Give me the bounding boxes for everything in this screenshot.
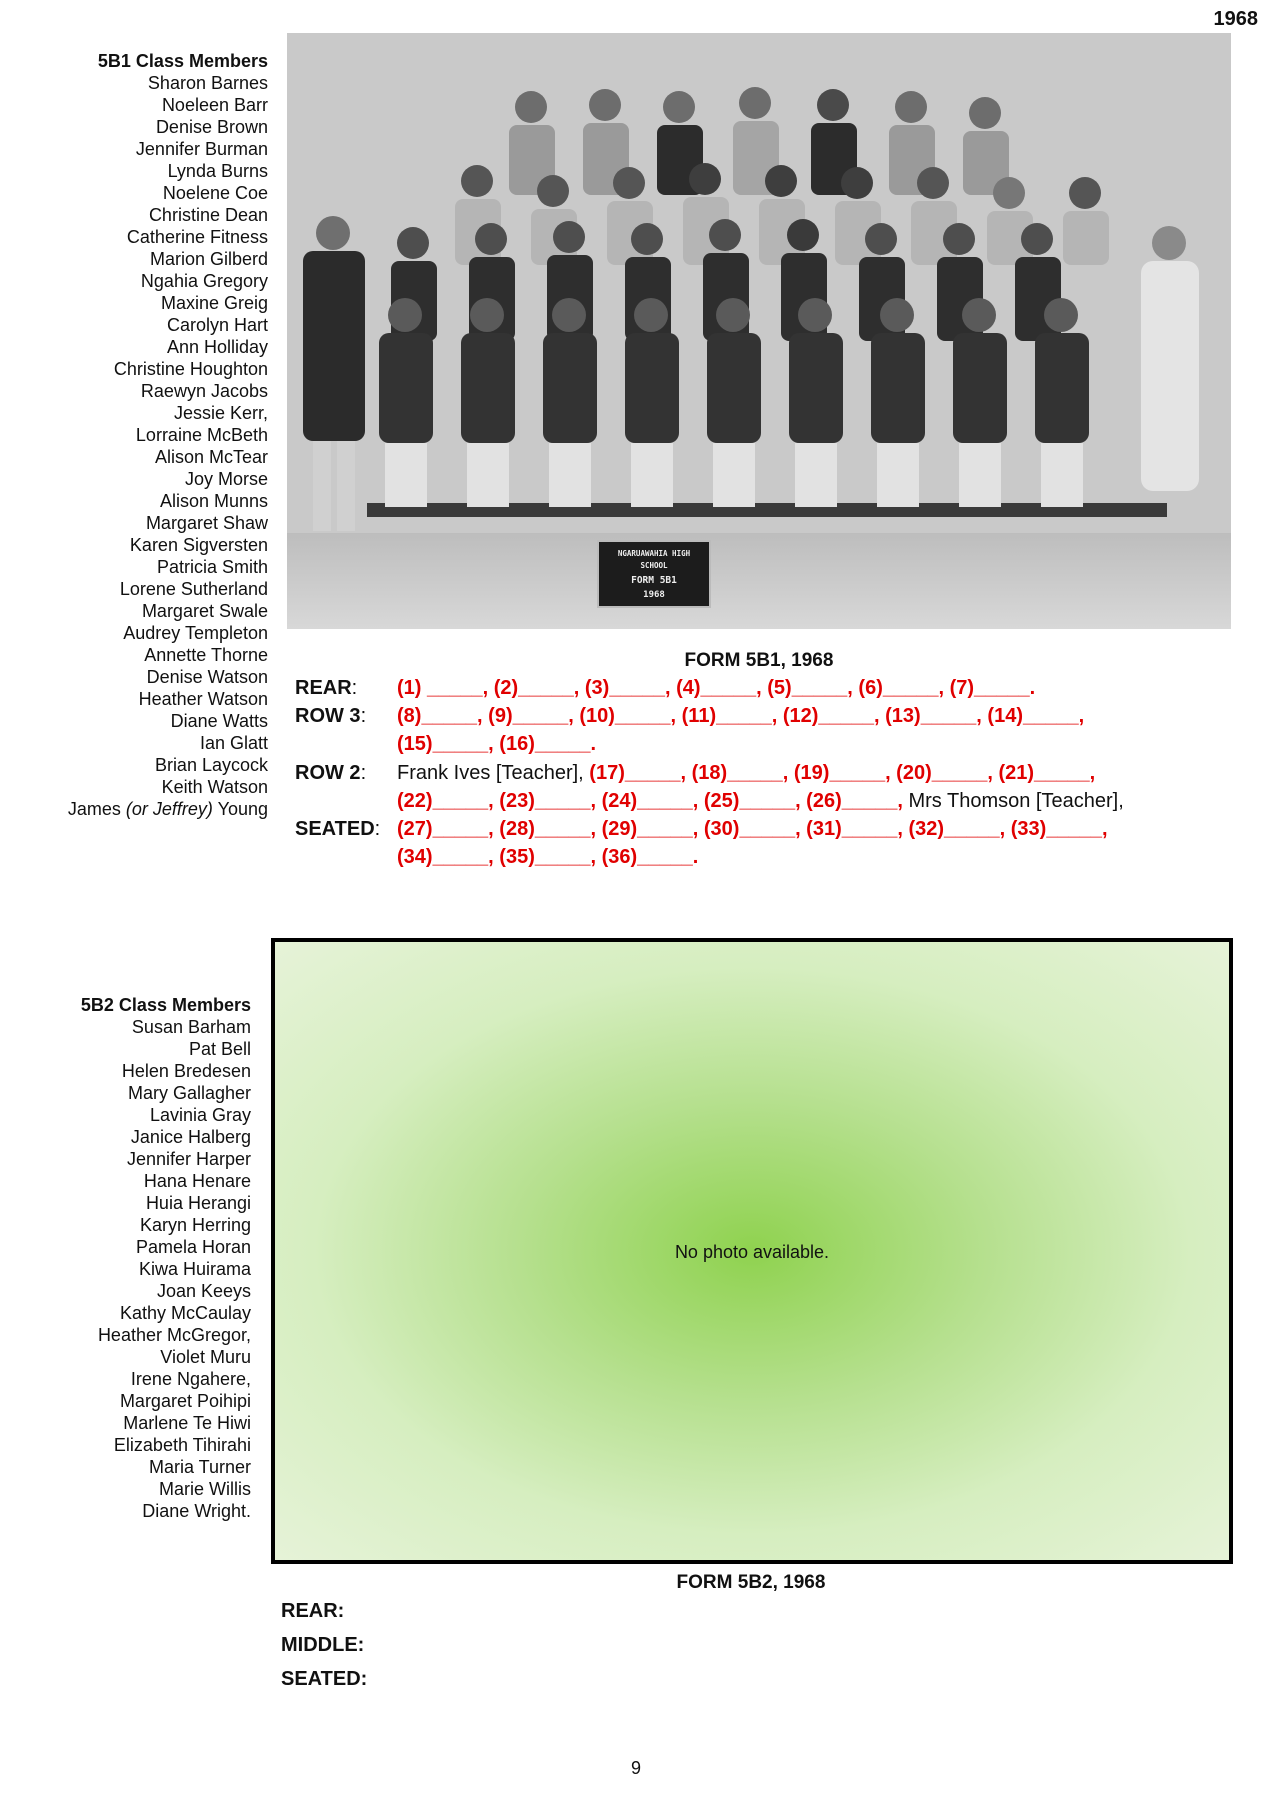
row-identification-5b1: REAR: (1) _____, (2)_____, (3)_____, (4)_____, (5)_____, (6)_____, (7)_____. ROW 3: (8)_____, (9)_____, (10)_____, (11)_____, (12)_____, (13)_____, (14)_____, (15)_____, (16)_____. ROW 2: Frank Ives [Teacher], (17)_____, (18)_____, (19)_____, (20)_____, (21)_____, (22)_____, (23)_____, (24)_____, (25)_____, (26)_____, Mrs Thomson [Teacher], SEATED: (27)_____, (28)_____, (29)_____, (30)_____, (31)_____, (32)_____, (33)_____, (34)_____, (35)_____, (36)_____. (295, 677, 1124, 868)
row2-label: ROW 2 (295, 762, 361, 784)
row-seated-5b2: SEATED: (281, 1668, 368, 1690)
class-photo-5b1 (287, 33, 1231, 629)
row-rear-5b2: REAR: (281, 1600, 345, 1622)
member-name: Joy Morse (184, 469, 268, 489)
member-name: Marie Willis (159, 1479, 251, 1499)
member-name: Pamela Horan (135, 1237, 251, 1257)
row2-positions-line1: (17)_____, (18)_____, (19)_____, (20)_____, (21)_____, (589, 762, 1096, 784)
member-name: Maxine Greig (160, 293, 268, 313)
member-name: Marion Gilberd (149, 249, 268, 269)
member-name: Ann Holliday (166, 337, 268, 357)
members-list-5b1 (0, 50, 268, 820)
member-name: Kiwa Huirama (138, 1259, 251, 1279)
sign-line-2: SCHOOL (640, 561, 668, 570)
member-name: Susan Barham (131, 1017, 251, 1037)
row3-label: ROW 3 (295, 705, 361, 727)
member-name: Ian Glatt (199, 733, 268, 753)
member-name: Heather Watson (138, 689, 268, 709)
member-name: Audrey Templeton (123, 623, 268, 643)
member-name: Carolyn Hart (166, 315, 268, 335)
member-name: Diane Watts (170, 711, 268, 731)
member-name: Pat Bell (188, 1039, 251, 1059)
member-name: Margaret Shaw (145, 513, 268, 533)
row-identification-5b2 (281, 1600, 681, 1710)
member-name: Violet Muru (160, 1347, 251, 1367)
members-heading-5b1: 5B1 Class Members (97, 51, 268, 71)
member-name: Patricia Smith (156, 557, 268, 577)
page-year: 1968 (1213, 8, 1258, 30)
member-name: Noeleen Barr (161, 95, 268, 115)
class-photo-illustration (287, 33, 1231, 629)
member-name: Joan Keeys (156, 1281, 251, 1301)
row-middle-5b2: MIDDLE: (281, 1634, 365, 1656)
sign-line-1: NGARUAWAHIA HIGH (617, 549, 691, 558)
member-last-alias: (or Jeffrey) (125, 799, 213, 819)
member-name: Helen Bredesen (121, 1061, 251, 1081)
page-number: 9 (630, 1758, 641, 1778)
member-name: Lavinia Gray (149, 1105, 251, 1125)
rear-positions: (1) _____, (2)_____, (3)_____, (4)_____, (5)_____, (6)_____, (7)_____. (397, 677, 1036, 699)
no-photo-message: No photo available. (674, 1242, 830, 1262)
member-name: Lynda Burns (167, 161, 268, 181)
photo-caption-5b1: FORM 5B1, 1968 (684, 650, 834, 671)
row3-positions-line1: (8)_____, (9)_____, (10)_____, (11)_____, (12)_____, (13)_____, (14)_____, (397, 705, 1085, 727)
member-name: Alison Munns (159, 491, 268, 511)
sign-line-4: 1968 (643, 590, 665, 600)
member-name: Christine Houghton (113, 359, 268, 379)
row3-positions-line2: (15)_____, (16)_____. (397, 733, 597, 755)
member-name: Catherine Fitness (126, 227, 268, 247)
member-name: Elizabeth Tihirahi (113, 1435, 251, 1455)
members-heading-5b2: 5B2 Class Members (80, 995, 251, 1015)
member-name: Jennifer Harper (126, 1149, 251, 1169)
member-name: Denise Watson (146, 667, 268, 687)
rear-label: REAR (295, 677, 352, 699)
member-name: Lorraine McBeth (135, 425, 268, 445)
row2-teacher-1: Frank Ives [Teacher], (397, 762, 590, 784)
member-name-last (0, 798, 268, 820)
member-name: Margaret Swale (141, 601, 268, 621)
seated-label-5b2: SEATED (281, 1668, 361, 1690)
form-sign (598, 541, 710, 607)
member-name: Mary Gallagher (127, 1083, 251, 1103)
member-name: Diane Wright. (142, 1501, 251, 1521)
seated-positions-line1: (27)_____, (28)_____, (29)_____, (30)_____, (31)_____, (32)_____, (33)_____, (397, 818, 1108, 840)
sign-line-3: FORM 5B1 (631, 575, 677, 586)
member-name: Marlene Te Hiwi (123, 1413, 251, 1433)
member-name: Lorene Sutherland (119, 579, 268, 599)
photo-caption-5b2: FORM 5B2, 1968 (676, 1572, 826, 1593)
member-name: Jessie Kerr, (173, 403, 268, 423)
member-name: Denise Brown (155, 117, 268, 137)
row2-teacher-2: Mrs Thomson [Teacher], (908, 790, 1124, 812)
member-name: Margaret Poihipi (119, 1391, 251, 1411)
members-list-5b2 (0, 994, 251, 1522)
member-name: Noelene Coe (162, 183, 268, 203)
member-name: Irene Ngahere, (130, 1369, 251, 1389)
member-name: Maria Turner (148, 1457, 251, 1477)
member-name: Brian Laycock (154, 755, 268, 775)
member-name: Keith Watson (161, 777, 268, 797)
seated-label: SEATED (295, 818, 375, 840)
middle-label-5b2: MIDDLE (281, 1634, 358, 1656)
member-last-prefix: James (67, 799, 126, 819)
member-last-suffix: Young (212, 799, 268, 819)
member-name: Kathy McCaulay (119, 1303, 251, 1323)
rear-label-5b2: REAR (281, 1600, 338, 1622)
member-name: Alison McTear (154, 447, 268, 467)
member-name: Karyn Herring (139, 1215, 251, 1235)
photo-placeholder-5b2 (271, 938, 1233, 1564)
member-name: Ngahia Gregory (140, 271, 268, 291)
member-name: Christine Dean (148, 205, 268, 225)
member-name: Sharon Barnes (147, 73, 268, 93)
member-name: Hana Henare (143, 1171, 251, 1191)
member-name: Annette Thorne (144, 645, 268, 665)
member-name: Heather McGregor, (97, 1325, 251, 1345)
member-name: Jennifer Burman (135, 139, 268, 159)
member-name: Raewyn Jacobs (140, 381, 268, 401)
member-name: Huia Herangi (145, 1193, 251, 1213)
row2-positions-line2: (22)_____, (23)_____, (24)_____, (25)_____, (26)_____, (397, 790, 909, 812)
member-name: Janice Halberg (130, 1127, 251, 1147)
member-name: Karen Sigversten (129, 535, 268, 555)
seated-positions-line2: (34)_____, (35)_____, (36)_____. (397, 846, 699, 868)
